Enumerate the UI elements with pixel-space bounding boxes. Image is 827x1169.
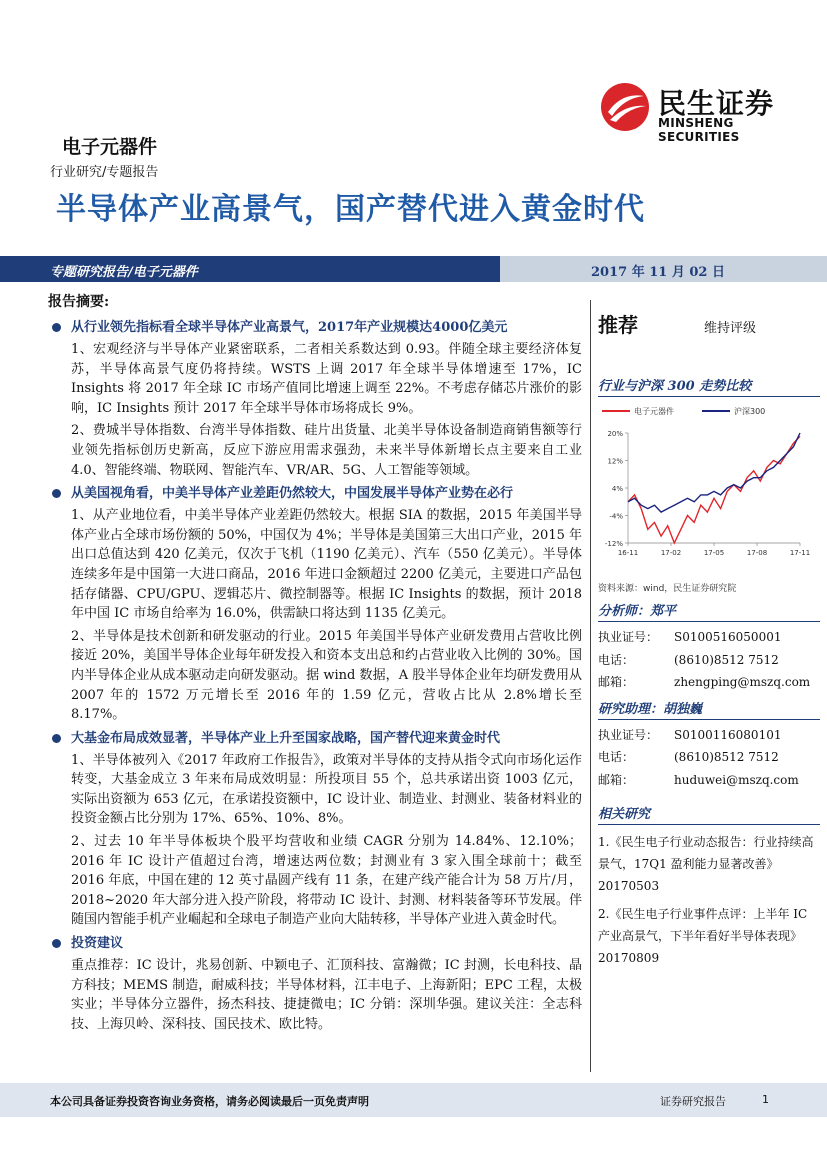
section-heading-text: 从美国视角看，中美半导体产业差距仍然较大，中国发展半导体产业势在必行 xyxy=(71,486,514,502)
report-date: 2017 年 11 月 02 日 xyxy=(591,265,725,280)
bullet-icon xyxy=(52,323,61,332)
related-title: 2.《民生电子行业事件点评：上半年 IC 产业高景气，下半年看好半导体表现》 xyxy=(598,907,808,943)
contact-label: 电话： xyxy=(598,652,635,667)
contact-row xyxy=(598,671,820,694)
analyst-info xyxy=(598,626,820,694)
contact-value: huduwei@mszq.com xyxy=(674,772,799,787)
y-tick-label: -12% xyxy=(604,540,623,548)
summary-paragraph: 重点推荐：IC 设计，兆易创新、中颖电子、汇顶科技、富瀚微；IC 封测，长电科技、晶方科技；MEMS 制造，耐威科技；半导体材料，江丰电子、上海新阳；EPC 工程，太极实业；半导体分立器件，扬杰科技、捷捷微电；IC 分销：深圳华强。建议关注：全志科技、上海贝岭、深科技、国民技术、欧比特。 xyxy=(71,958,582,1032)
related-date: 20170503 xyxy=(598,879,660,893)
y-tick-label: 20% xyxy=(607,430,623,438)
x-tick-label: 17-08 xyxy=(746,549,768,557)
bullet-icon xyxy=(52,939,61,948)
summary-section-heading xyxy=(52,484,582,503)
footer-disclaimer: 本公司具备证券投资咨询业务资格，请务必阅读最后一页免责声明 xyxy=(50,1095,369,1108)
related-title: 1.《民生电子行业动态报告：行业持续高景气，17Q1 盈利能力显著改善》 xyxy=(598,835,814,871)
series-line xyxy=(628,433,800,512)
summary-paragraph: 1、从产业地位看，中美半导体产业差距仍然较大。根据 SIA 的数据，2015 年美国半导体产业占全球市场份额的 50%，中国仅为 4%；半导体是美国第三大出口产业，2015 年出口总值达到 420 亿美元，仅次于飞机（1190 亿美元）、汽车（550 亿美元）。半导体连续多年是中国第一大进口商品，2016 年进口金额超过 2200 亿美元，主要进口产品包括存储器、CPU/GPU、逻辑芯片、微控制器等。根据 IC Insights 的数据，预计 2018 年中国 IC 市场自给率为 16.0%，供需缺口将达到 1135 亿美元。 xyxy=(71,508,582,622)
contact-row xyxy=(598,649,820,672)
rating-value: 推荐 xyxy=(598,313,638,337)
summary-paragraph: 2、半导体是技术创新和研发驱动的行业。2015 年美国半导体产业研发费用占营收比例接近 20%，美国半导体企业每年研发投入和资本支出总和约占营业收入比例的 30%。国内半导体企业从成本驱动走向研发驱动。据 wind 数据，A 股半导体企业年均研发费用从 2007 年的 1572 万元增长至 2016 年的 1.59 亿元，营收占比从 2.8%增长至 8.17%。 xyxy=(71,628,582,723)
trend-chart-svg xyxy=(598,403,820,583)
contact-row xyxy=(598,769,820,792)
bullet-icon xyxy=(52,489,61,498)
contact-value: zhengping@mszq.com xyxy=(674,675,811,689)
y-tick-label: -4% xyxy=(609,512,623,521)
contact-label: 执业证号： xyxy=(598,727,659,742)
contact-value: S0100516050001 xyxy=(674,630,782,644)
footer-report-type: 证券研究报告 xyxy=(660,1095,726,1108)
related-research-item[interactable] xyxy=(598,903,820,969)
band-category: 专题研究报告/电子元器件 xyxy=(50,265,198,280)
series-line xyxy=(628,436,800,543)
sidebar xyxy=(598,305,820,969)
related-research-item[interactable] xyxy=(598,831,820,897)
y-tick-label: 12% xyxy=(607,457,623,466)
legend-label: 电子元器件 xyxy=(634,407,674,416)
analyst-heading: 分析师：郑平 xyxy=(598,600,820,622)
page-number: 1 xyxy=(762,1093,769,1106)
summary-paragraph: 1、半导体被列入《2017 年政府工作报告》，政策对半导体的支持从指令式向市场化运作转变，大基金成立 3 年来布局成效明显：所投项目 55 个，总共承诺出资 1003 亿元，实际出资额为 653 亿元，在承诺投资额中，IC 设计业、制造业、封测业、装备材料业的投资金额占比分别为 17%、65%、10%、8%。 xyxy=(71,752,582,827)
contact-value: (8610)8512 7512 xyxy=(674,750,779,764)
chart-heading: 行业与沪深 300 走势比较 xyxy=(598,375,820,397)
summary-section-heading xyxy=(52,729,582,748)
header-band xyxy=(0,256,827,282)
section-heading-text: 投资建议 xyxy=(71,936,124,952)
summary-paragraph: 2、费城半导体指数、台湾半导体指数、硅片出货量、北美半导体设备制造商销售额等行业领先指标创历史新高，反应下游应用需求强劲，未来半导体新增长点主要来自工业 4.0、智能终端、物联网、智能汽车、VR/AR、5G、人工智能等领域。 xyxy=(71,423,582,478)
contact-value: (8610)8512 7512 xyxy=(674,652,779,667)
section-heading-text: 大基金布局成效显著，半导体产业上升至国家战略，国产替代迎来黄金时代 xyxy=(71,730,501,746)
trend-chart xyxy=(598,403,820,583)
rating-row xyxy=(598,305,820,341)
contact-label: 邮箱： xyxy=(598,772,635,787)
header-band-left xyxy=(0,256,500,282)
brand-name-cn: 民生证券 xyxy=(658,87,775,120)
rating-note: 维持评级 xyxy=(704,321,757,336)
contact-row xyxy=(598,746,820,769)
related-date: 20170809 xyxy=(598,951,660,965)
report-title: 半导体产业高景气，国产替代进入黄金时代 xyxy=(56,192,645,227)
brand-logo xyxy=(600,82,800,144)
contact-row xyxy=(598,626,820,649)
bullet-icon xyxy=(52,734,61,743)
contact-label: 邮箱： xyxy=(598,675,635,689)
column-divider xyxy=(590,300,591,1072)
summary-section-heading xyxy=(52,934,582,953)
x-tick-label: 16-11 xyxy=(617,549,639,557)
contact-label: 执业证号： xyxy=(598,630,659,644)
report-subtype: 行业研究/专题报告 xyxy=(50,165,159,180)
footer xyxy=(0,1083,827,1117)
summary-label: 报告摘要: xyxy=(48,294,110,310)
x-tick-label: 17-02 xyxy=(660,549,682,557)
x-tick-label: 17-05 xyxy=(703,549,725,557)
related-research-list xyxy=(598,831,820,969)
x-tick-label: 17-11 xyxy=(789,549,811,557)
y-tick-label: 4% xyxy=(611,485,623,493)
chart-source: 资料来源：wind，民生证券研究院 xyxy=(598,584,737,594)
summary-paragraph: 1、宏观经济与半导体产业紧密联系，二者相关系数达到 0.93。伴随全球主要经济体复苏，半导体高景气度仍将持续。WSTS 上调 2017 年全球半导体增速至 17%，IC Insights 将 2017 年全球 IC 市场产值同比增速上调至 22%。不考虑存储芯片涨价的影响，IC Insights 预计 2017 年全球半导体市场将成长 9%。 xyxy=(71,342,582,416)
contact-row xyxy=(598,724,820,747)
assistant-info xyxy=(598,724,820,792)
legend-label: 沪深300 xyxy=(734,407,766,416)
assistant-heading: 研究助理：胡独巍 xyxy=(598,698,820,720)
summary-paragraph: 2、过去 10 年半导体板块个股平均营收和业绩 CAGR 分别为 14.84%、12.10%；2016 年 IC 设计产值超过台湾，增速达两位数；封测业有 3 家入围全球前十；截至 2016 年底，中国在建的 12 英寸晶圆产线有 11 条，在建产线产能合计为 58 万片/月，2018~2020 年大部分进入投产阶段，将带动 IC 设计、封测、材料装备等环节发展。伴随国内智能手机产业崛起和全球电子制造产业向大陆转移，半导体产业进入黄金时代。 xyxy=(71,834,582,928)
summary-column xyxy=(52,318,582,1034)
brand-name-en: MINSHENG SECURITIES xyxy=(658,116,740,144)
sector-label: 电子元器件 xyxy=(62,136,158,158)
minsheng-logo-icon xyxy=(600,82,650,132)
contact-value: S0100116080101 xyxy=(674,727,782,742)
section-heading-text: 从行业领先指标看全球半导体产业高景气，2017年产业规模达4000亿美元 xyxy=(71,320,508,335)
summary-section-heading xyxy=(52,318,582,337)
contact-label: 电话： xyxy=(598,750,635,764)
related-heading: 相关研究 xyxy=(598,803,820,825)
